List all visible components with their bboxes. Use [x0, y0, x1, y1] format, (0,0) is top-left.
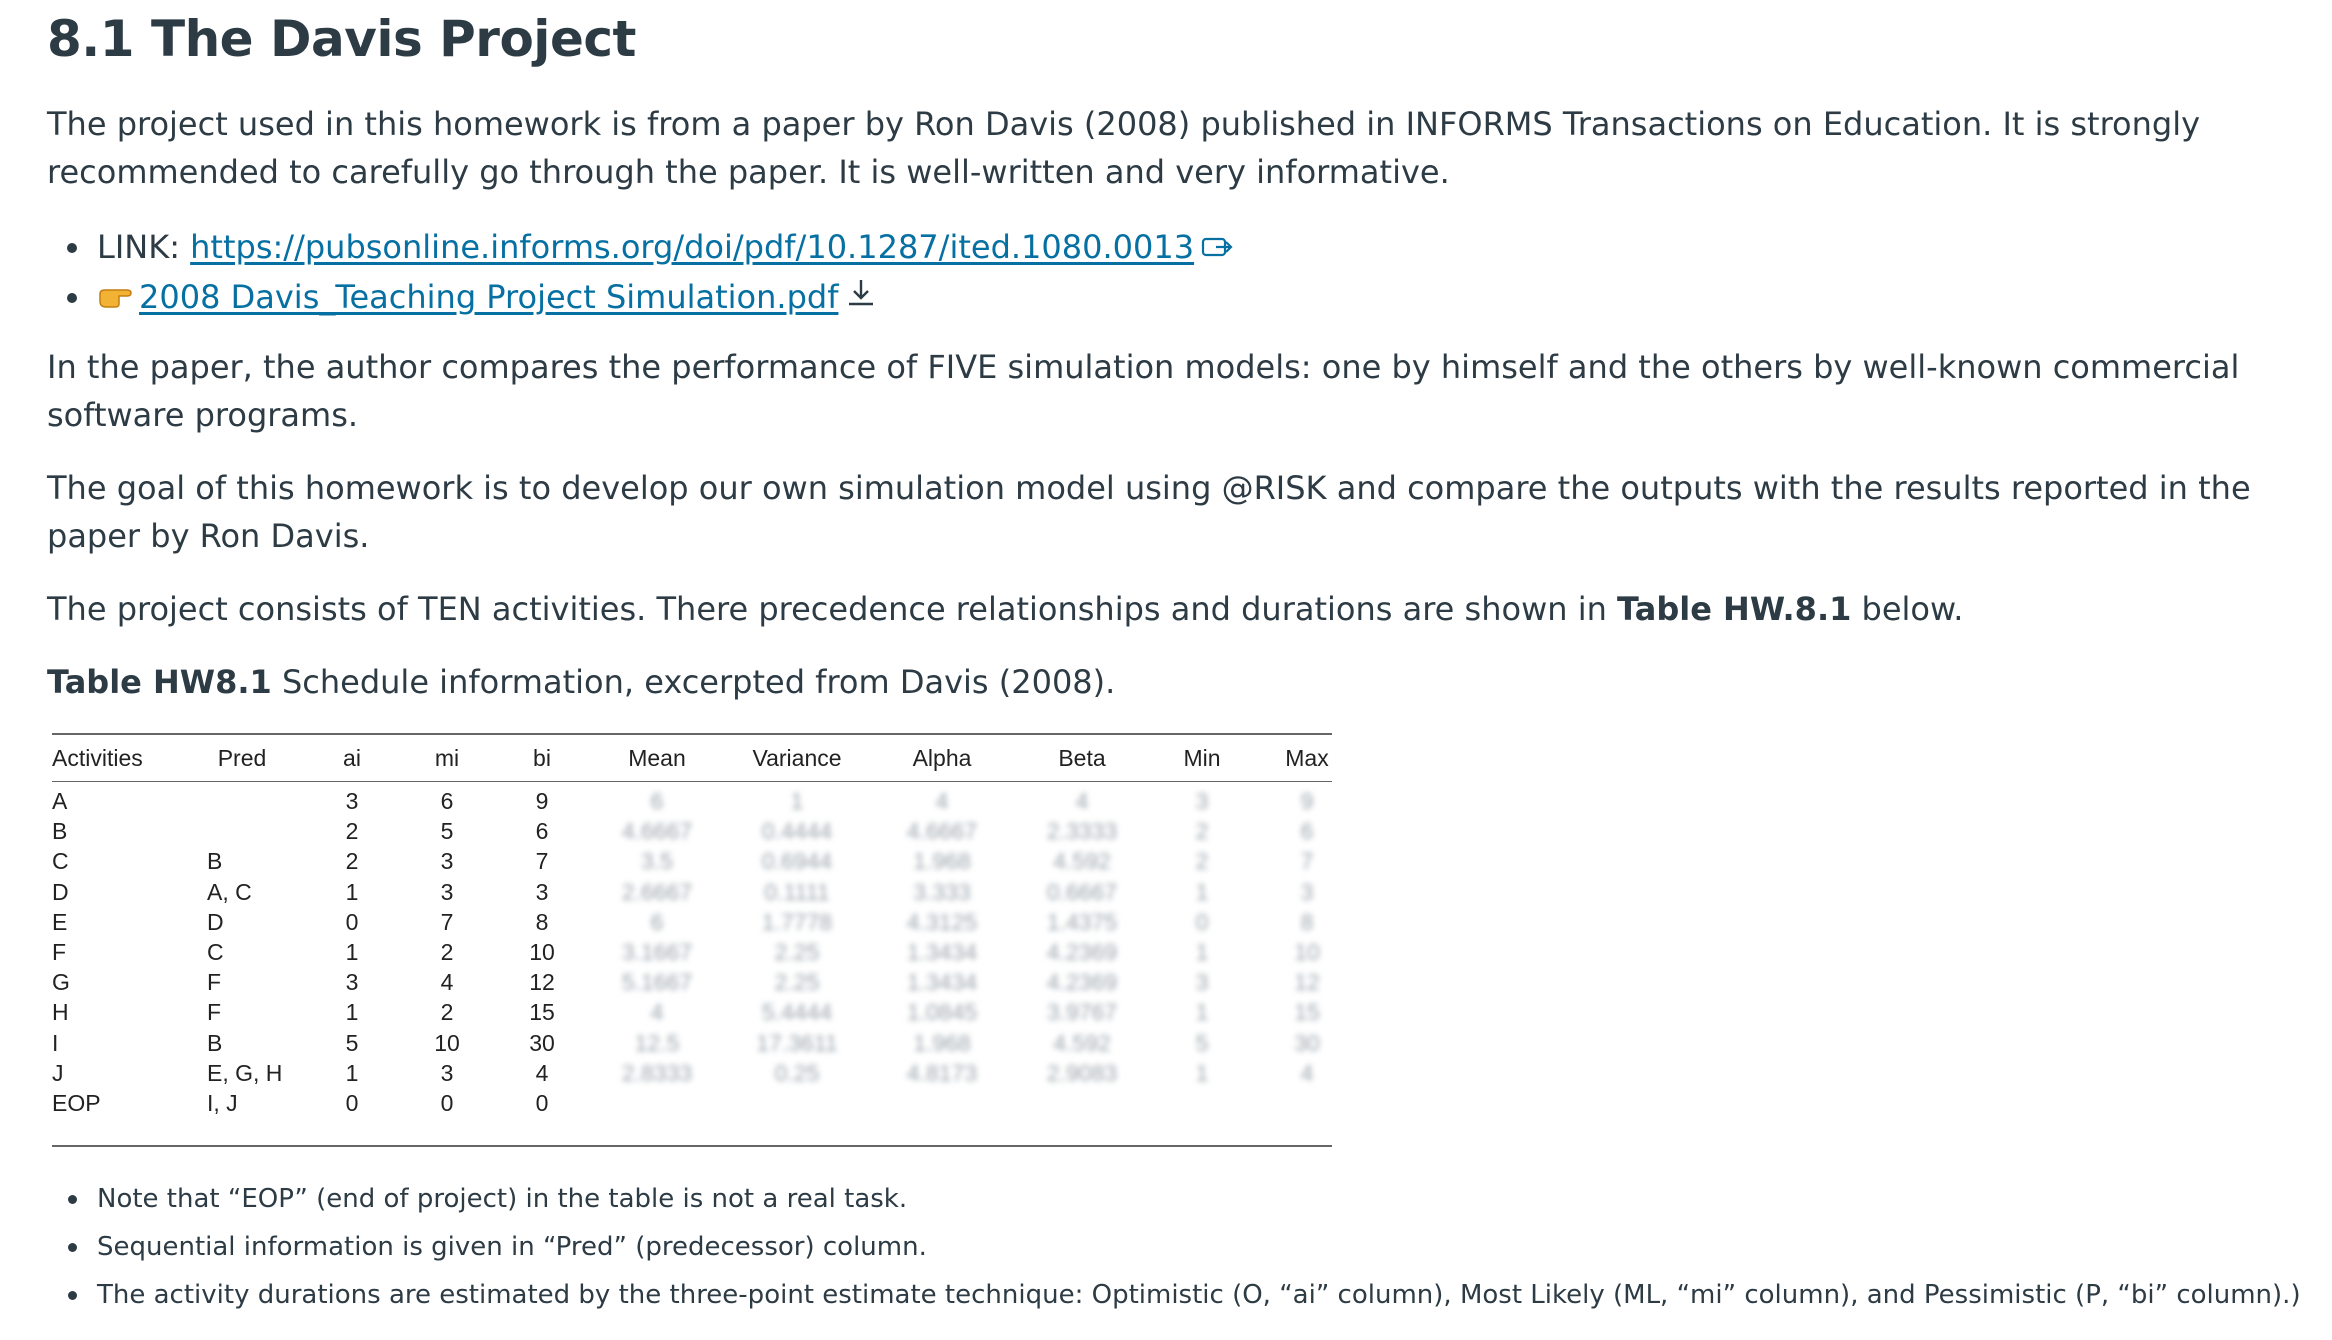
- table-cell-mi: 2: [440, 999, 454, 1026]
- table-cell-mean: 3.5: [641, 848, 673, 875]
- table-header-cell: Mean: [628, 745, 686, 771]
- table-header-rule: [52, 781, 1332, 782]
- table-cell-alpha: 4.3125: [906, 908, 978, 935]
- table-cell-pred: C: [207, 939, 224, 965]
- note-item: Sequential information is given in “Pred” (predecessor) column.: [47, 1223, 2301, 1271]
- list-item-link: [47, 223, 1236, 273]
- table-cell-act: E: [52, 908, 68, 935]
- table-cell-mean: 5.1667: [621, 969, 693, 996]
- table-cell-pred: I, J: [207, 1090, 238, 1116]
- table-cell-mi: 7: [440, 908, 454, 935]
- table-cell-var: 0.1111: [764, 878, 830, 905]
- table-cell-bi: 7: [535, 848, 549, 875]
- table-cell-mi: 0: [440, 1090, 454, 1116]
- table-cell-alpha: 1.968: [913, 848, 971, 875]
- table-cell-mean: 2.8333: [621, 1059, 693, 1086]
- table-header-cell: Alpha: [912, 745, 972, 771]
- table-cell-max: 15: [1294, 999, 1320, 1026]
- table-cell-min: 1: [1195, 1059, 1209, 1086]
- table-cell-var: 2.25: [774, 939, 820, 965]
- table-cell-mean: 3.1667: [621, 939, 693, 965]
- table-cell-pred: F: [207, 969, 222, 996]
- table-caption: Table HW8.1 Schedule information, excerpted from Davis (2008).: [47, 663, 1116, 701]
- table-cell-bi: 9: [535, 788, 549, 814]
- table-cell-ai: 1: [345, 939, 359, 965]
- table-cell-mean: 4: [650, 999, 664, 1026]
- table-cell-beta: 3.9767: [1046, 999, 1118, 1026]
- table-cell-min: 1: [1195, 999, 1209, 1026]
- table-cell-min: 1: [1195, 939, 1209, 965]
- table-cell-pred: B: [207, 848, 223, 875]
- page-title: 8.1 The Davis Project: [47, 10, 636, 68]
- schedule-table: [52, 733, 1332, 1147]
- table-cell-mi: 3: [440, 878, 454, 905]
- table-cell-ai: 2: [345, 848, 359, 875]
- paper-link[interactable]: https://pubsonline.informs.org/doi/pdf/10.1287/ited.1080.0013: [190, 228, 1195, 266]
- table-cell-ai: 5: [345, 1029, 359, 1056]
- table-cell-pred: D: [207, 908, 224, 935]
- table-cell-beta: 2.9083: [1046, 1059, 1118, 1086]
- table-cell-ai: 3: [345, 788, 359, 814]
- table-cell-max: 10: [1294, 939, 1320, 965]
- table-cell-alpha: 1.3434: [906, 969, 978, 996]
- table-cell-alpha: 3.333: [913, 878, 971, 905]
- table-cell-mi: 4: [440, 969, 454, 996]
- table-cell-act: H: [52, 999, 69, 1026]
- table-cell-min: 2: [1195, 848, 1209, 875]
- table-cell-alpha: 1.968: [913, 1029, 971, 1056]
- table-cell-act: C: [52, 848, 69, 875]
- table-cell-beta: 4.592: [1053, 848, 1111, 875]
- table-cell-var: 0.25: [774, 1059, 820, 1086]
- table-cell-mi: 3: [440, 848, 454, 875]
- table-cell-beta: 4.2369: [1046, 939, 1118, 965]
- comparison-paragraph: In the paper, the author compares the performance of FIVE simulation models: one by himself and the others by well-known commercial software programs.: [47, 348, 2240, 434]
- table-cell-ai: 1: [345, 999, 359, 1026]
- table-cell-mi: 10: [434, 1029, 460, 1056]
- table-cell-bi: 6: [535, 818, 549, 845]
- activities-paragraph: The project consists of TEN activities. There precedence relationships and durations are shown in Table HW.8.1 below.: [47, 590, 1964, 628]
- table-cell-mi: 6: [440, 788, 454, 814]
- table-cell-ai: 1: [345, 1059, 359, 1086]
- table-cell-pred: F: [207, 999, 222, 1026]
- table-header-cell: Pred: [217, 745, 267, 771]
- pointing-hand-icon: [97, 275, 133, 323]
- table-cell-max: 30: [1294, 1029, 1320, 1056]
- download-icon[interactable]: [844, 275, 878, 323]
- table-cell-ai: 0: [345, 908, 359, 935]
- table-cell-bi: 8: [535, 908, 549, 935]
- table-cell-bi: 15: [529, 999, 555, 1026]
- table-cell-var: 1.7778: [761, 908, 833, 935]
- table-cell-beta: 0.6667: [1046, 878, 1118, 905]
- table-cell-beta: 4: [1075, 788, 1089, 814]
- table-cell-var: 0.4444: [761, 818, 833, 845]
- table-cell-max: 6: [1300, 818, 1314, 845]
- table-cell-act: I: [52, 1029, 59, 1056]
- table-cell-var: 17.3611: [756, 1029, 838, 1056]
- table-cell-min: 0: [1195, 908, 1209, 935]
- table-cell-mean: 2.6667: [621, 878, 693, 905]
- table-cell-act: A: [52, 788, 68, 814]
- table-cell-beta: 4.2369: [1046, 969, 1118, 996]
- table-cell-act: EOP: [52, 1090, 101, 1116]
- table-cell-min: 3: [1195, 969, 1209, 996]
- table-header-cell: Activities: [52, 745, 143, 771]
- notes-list: [47, 1175, 2301, 1319]
- note-item: The activity durations are estimated by the three-point estimate technique: Optimistic (O, “ai” column), Most Likely (ML, “mi” column), and Pessimistic (P, “bi” column).): [47, 1271, 2301, 1319]
- intro-paragraph: The project used in this homework is from a paper by Ron Davis (2008) published in INFORMS Transactions on Education. It is strongly recommended to carefully go through the paper. It is well-written and very informative.: [47, 105, 2201, 191]
- table-cell-beta: 1.4375: [1046, 908, 1118, 935]
- table-header-cell: Max: [1285, 745, 1329, 771]
- table-cell-bi: 10: [529, 939, 555, 965]
- table-cell-pred: A, C: [207, 878, 252, 905]
- table-cell-max: 4: [1300, 1059, 1314, 1086]
- goal-paragraph: The goal of this homework is to develop our own simulation model using @RISK and compare the outputs with the results reported in the paper by Ron Davis.: [47, 469, 2251, 555]
- table-cell-var: 0.6944: [761, 848, 833, 875]
- external-link-icon[interactable]: [1200, 225, 1236, 273]
- table-cell-mi: 5: [440, 818, 454, 845]
- table-cell-act: D: [52, 878, 69, 905]
- table-cell-pred: B: [207, 1029, 223, 1056]
- table-cell-var: 2.25: [774, 969, 820, 996]
- table-header-cell: Variance: [752, 745, 842, 771]
- table-cell-pred: E, G, H: [207, 1059, 283, 1086]
- table-cell-alpha: 4: [935, 788, 949, 814]
- pdf-file-link[interactable]: 2008 Davis_Teaching Project Simulation.pdf: [139, 278, 839, 316]
- table-cell-max: 3: [1300, 878, 1314, 905]
- table-cell-var: 5.4444: [761, 999, 833, 1026]
- table-cell-var: 1: [790, 788, 804, 814]
- table-cell-ai: 1: [345, 878, 359, 905]
- table-cell-act: F: [52, 939, 67, 965]
- table-cell-bi: 4: [535, 1059, 549, 1086]
- table-cell-act: B: [52, 818, 68, 845]
- table-cell-mean: 6: [650, 908, 664, 935]
- table-cell-min: 1: [1195, 878, 1209, 905]
- table-header-cell: mi: [434, 745, 460, 771]
- table-cell-bi: 0: [535, 1090, 549, 1116]
- table-cell-alpha: 1.0845: [906, 999, 978, 1026]
- table-header-cell: ai: [343, 745, 361, 771]
- table-header-cell: Min: [1183, 745, 1221, 771]
- table-bottom-rule: [52, 1145, 1332, 1147]
- table-cell-mi: 3: [440, 1059, 454, 1086]
- table-cell-alpha: 4.8173: [906, 1059, 978, 1086]
- table-cell-beta: 4.592: [1053, 1029, 1111, 1056]
- table-cell-bi: 12: [529, 969, 555, 996]
- table-cell-alpha: 4.6667: [906, 818, 978, 845]
- table-cell-max: 12: [1294, 969, 1320, 996]
- table-cell-mean: 4.6667: [621, 818, 693, 845]
- table-cell-bi: 30: [529, 1029, 555, 1056]
- table-reference: Table HW.8.1: [1617, 590, 1852, 628]
- links-list: [47, 223, 1236, 323]
- table-cell-min: 2: [1195, 818, 1209, 845]
- table-header-cell: Beta: [1058, 745, 1106, 771]
- table-cell-alpha: 1.3434: [906, 939, 978, 965]
- table-cell-mean: 6: [650, 788, 664, 814]
- table-cell-beta: 2.3333: [1046, 818, 1118, 845]
- table-header-cell: bi: [533, 745, 551, 771]
- table-cell-bi: 3: [535, 878, 549, 905]
- note-item: Note that “EOP” (end of project) in the table is not a real task.: [47, 1175, 2301, 1223]
- table-cell-max: 9: [1300, 788, 1314, 814]
- table-cell-mi: 2: [440, 939, 454, 965]
- table-cell-ai: 0: [345, 1090, 359, 1116]
- list-item-file: [47, 273, 1236, 323]
- table-cell-act: G: [52, 969, 70, 996]
- table-cell-ai: 3: [345, 969, 359, 996]
- table-top-rule: [52, 733, 1332, 735]
- table-cell-max: 8: [1300, 908, 1314, 935]
- table-cell-max: 7: [1300, 848, 1314, 875]
- link-label: LINK:: [97, 228, 191, 266]
- table-cell-min: 3: [1195, 788, 1209, 814]
- table-cell-act: J: [52, 1059, 64, 1086]
- table-cell-mean: 12.5: [634, 1029, 680, 1056]
- table-cell-min: 5: [1195, 1029, 1209, 1056]
- table-cell-ai: 2: [345, 818, 359, 845]
